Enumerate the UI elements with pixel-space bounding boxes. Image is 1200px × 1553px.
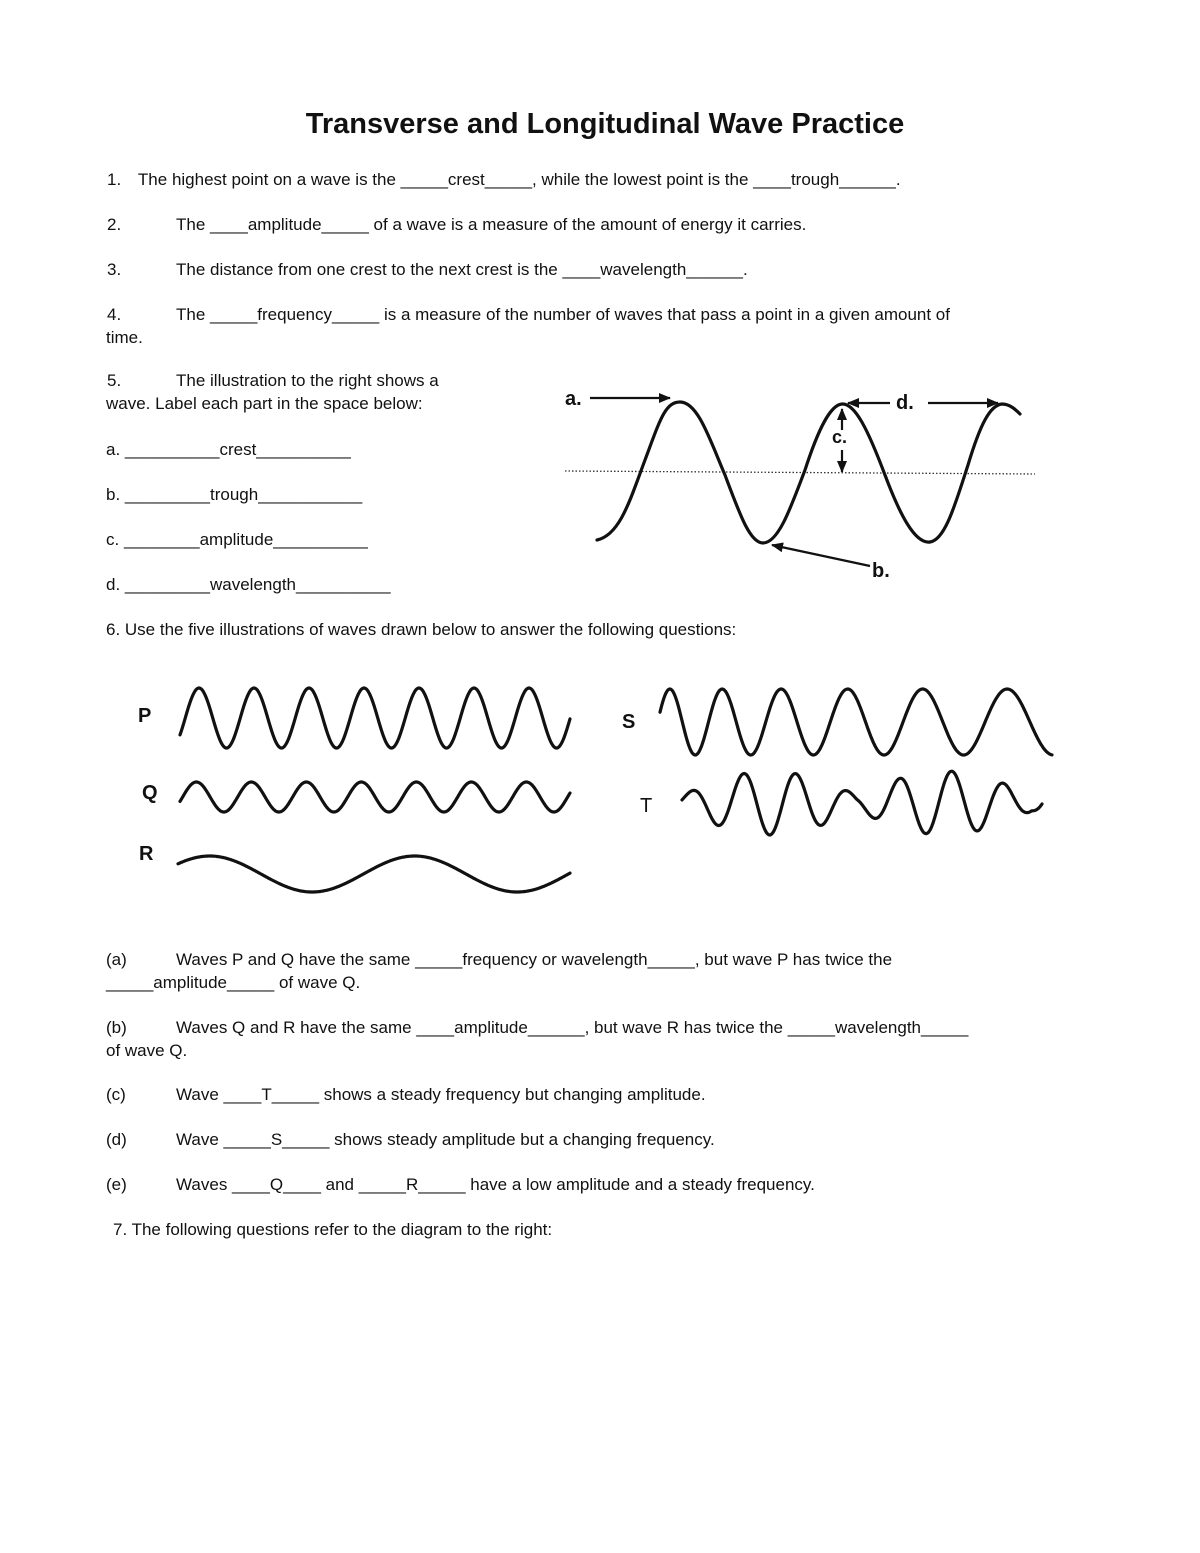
question-6b-label: (b) — [106, 1018, 127, 1037]
question-4-text: The _____frequency_____ is a measure of the number of waves that pass a point in a given amount of — [176, 305, 950, 324]
wave-label-q: Q — [142, 782, 158, 804]
wave-r — [178, 856, 570, 892]
answer-d: d. _________wavelength__________ — [106, 575, 391, 594]
question-6: 6. Use the five illustrations of waves drawn below to answer the following questions: — [106, 620, 737, 639]
wave-q — [180, 782, 570, 812]
wave-label-t: T — [640, 795, 653, 817]
question-2-number: 2. — [107, 215, 122, 234]
answer-b: b. _________trough___________ — [106, 485, 363, 504]
answer-c: c. ________amplitude__________ — [106, 530, 368, 549]
wave-p — [180, 688, 570, 748]
question-6a — [106, 948, 892, 971]
question-1-number: 1. — [107, 170, 122, 189]
question-6a-label: (a) — [106, 950, 127, 969]
diagram-label-c: c. — [832, 427, 848, 447]
question-4-continuation: time. — [106, 328, 143, 347]
question-6b — [106, 1016, 968, 1039]
wave-s — [660, 689, 1052, 755]
wave-label-p: P — [138, 705, 152, 727]
question-6c — [106, 1083, 706, 1106]
answer-a: a. __________crest__________ — [106, 440, 351, 459]
diagram-label-a: a. — [565, 388, 582, 410]
question-6d-label: (d) — [106, 1130, 127, 1149]
question-6d — [106, 1128, 715, 1151]
question-5-line-2: wave. Label each part in the space below: — [106, 394, 423, 413]
question-3-number: 3. — [107, 260, 122, 279]
question-6c-label: (c) — [106, 1085, 126, 1104]
question-3-text: The distance from one crest to the next crest is the ____wavelength______. — [176, 260, 748, 279]
question-5-number: 5. — [107, 371, 122, 390]
question-6b-line-1: Waves Q and R have the same ____amplitude______, but wave R has twice the _____wavelength_____ — [176, 1018, 969, 1037]
question-4-number: 4. — [107, 305, 122, 324]
question-6e — [106, 1173, 815, 1196]
wave-t — [682, 771, 1042, 835]
question-6d-line-1: Wave _____S_____ shows steady amplitude but a changing frequency. — [176, 1130, 715, 1149]
page-title: Transverse and Longitudinal Wave Practice — [305, 108, 905, 140]
diagram-label-b: b. — [872, 560, 890, 582]
question-6b-line-2: of wave Q. — [106, 1041, 188, 1060]
question-1-text: The highest point on a wave is the _____crest_____, while the lowest point is the ____trough______. — [137, 170, 901, 189]
wave-label-r: R — [139, 843, 154, 865]
question-6e-label: (e) — [106, 1175, 127, 1194]
question-6e-line-1: Waves ____Q____ and _____R_____ have a low amplitude and a steady frequency. — [176, 1175, 815, 1194]
question-7: 7. The following questions refer to the diagram to the right: — [113, 1220, 553, 1239]
diagram-label-d: d. — [896, 392, 914, 414]
wave-label-s: S — [622, 711, 636, 733]
question-2-text: The ____amplitude_____ of a wave is a measure of the amount of energy it carries. — [176, 215, 807, 234]
question-6a-line-2: _____amplitude_____ of wave Q. — [106, 973, 361, 992]
question-5-line-1: The illustration to the right shows a — [176, 371, 439, 390]
question-6a-line-1: Waves P and Q have the same _____frequency or wavelength_____, but wave P has twice the — [176, 950, 893, 969]
question-6c-line-1: Wave ____T_____ shows a steady frequency but changing amplitude. — [176, 1085, 706, 1104]
